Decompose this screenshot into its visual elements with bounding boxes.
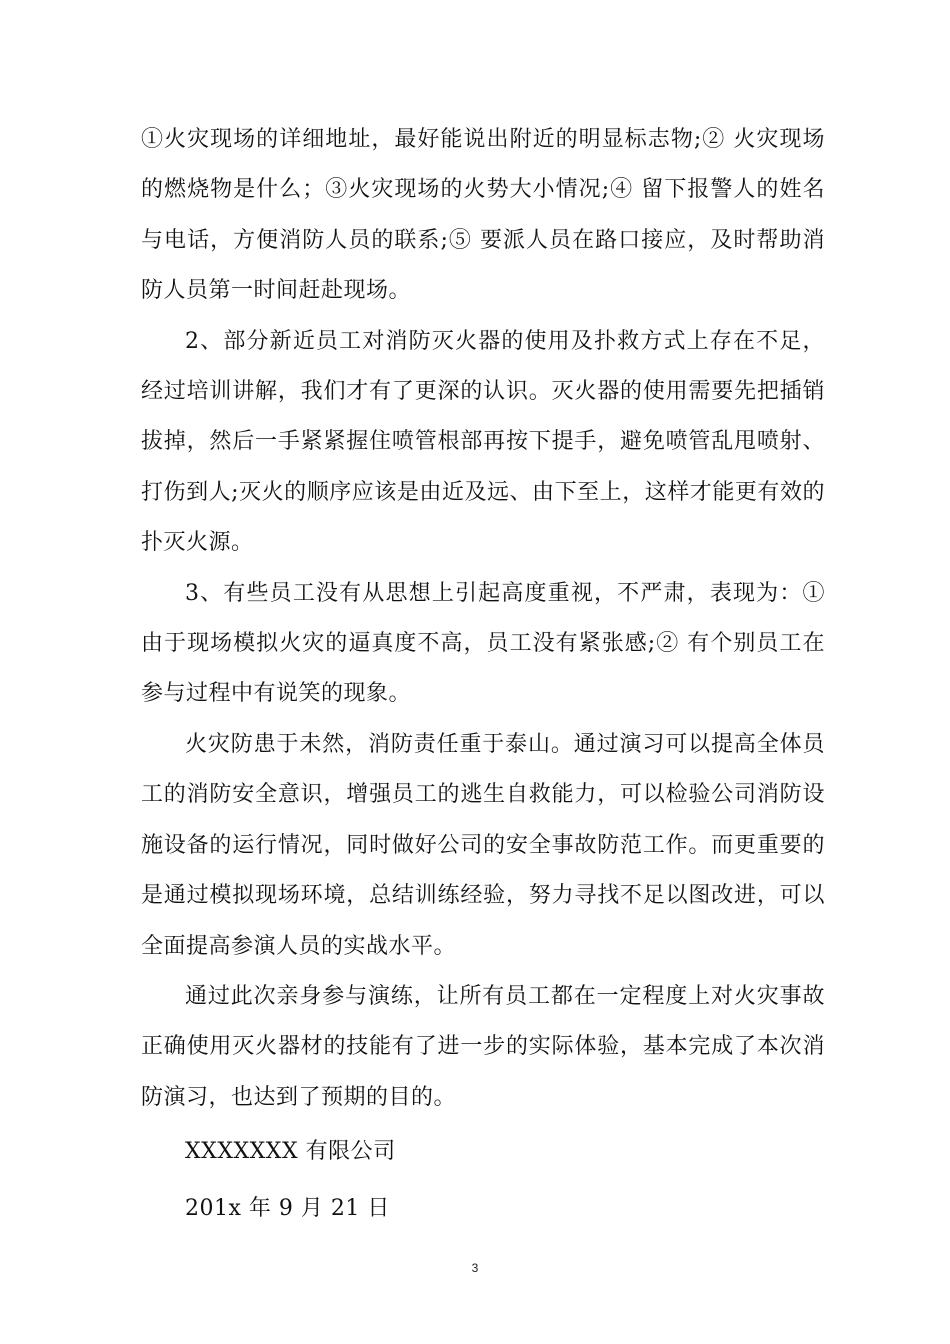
paragraph-drill-significance: 火灾防患于未然，消防责任重于泰山。通过演习可以提高全体员工的消防安全意识，增强员工的逃生自救能力，可以检验公司消防设施设备的运行情况，同时做好公司的安全事故防范工作。而更重要的是通过模拟现场环境，总结训练经验，努力寻找不足以图改进，可以全面提高参演人员的实战水平。: [141, 731, 825, 959]
company-signature: XXXXXXX 有限公司: [185, 1139, 396, 1165]
paragraph-report-items: ①火灾现场的详细地址，最好能说出附近的明显标志物;② 火灾现场的燃烧物是什么；③火灾现场的火势大小情况;④ 留下报警人的姓名与电话，方便消防人员的联系;⑤ 要派人员在路口接应，及时帮助消防人员第一时间赶赴现场。: [141, 127, 825, 304]
signature-date: 201x 年 9 月 21 日: [185, 1195, 390, 1221]
page-number: 3: [471, 1261, 479, 1275]
paragraph-staff-attitude: 3、有些员工没有从思想上引起高度重视，不严肃，表现为：①由于现场模拟火灾的逼真度不高，员工没有紧张感;② 有个别员工在参与过程中有说笑的现象。: [141, 580, 825, 707]
document-body: [141, 115, 825, 1234]
paragraph-extinguisher-usage: 2、部分新近员工对消防灭火器的使用及扑救方式上存在不足，经过培训讲解，我们才有了更深的认识。灭火器的使用需要先把插销拔掉，然后一手紧紧握住喷管根部再按下提手，避免喷管乱甩喷射、打伤到人;灭火的顺序应该是由近及远、由下至上，这样才能更有效的扑灭火源。: [141, 328, 825, 556]
paragraph-conclusion: 通过此次亲身参与演练，让所有员工都在一定程度上对火灾事故正确使用灭火器材的技能有了进一步的实际体验，基本完成了本次消防演习，也达到了预期的目的。: [141, 983, 825, 1110]
